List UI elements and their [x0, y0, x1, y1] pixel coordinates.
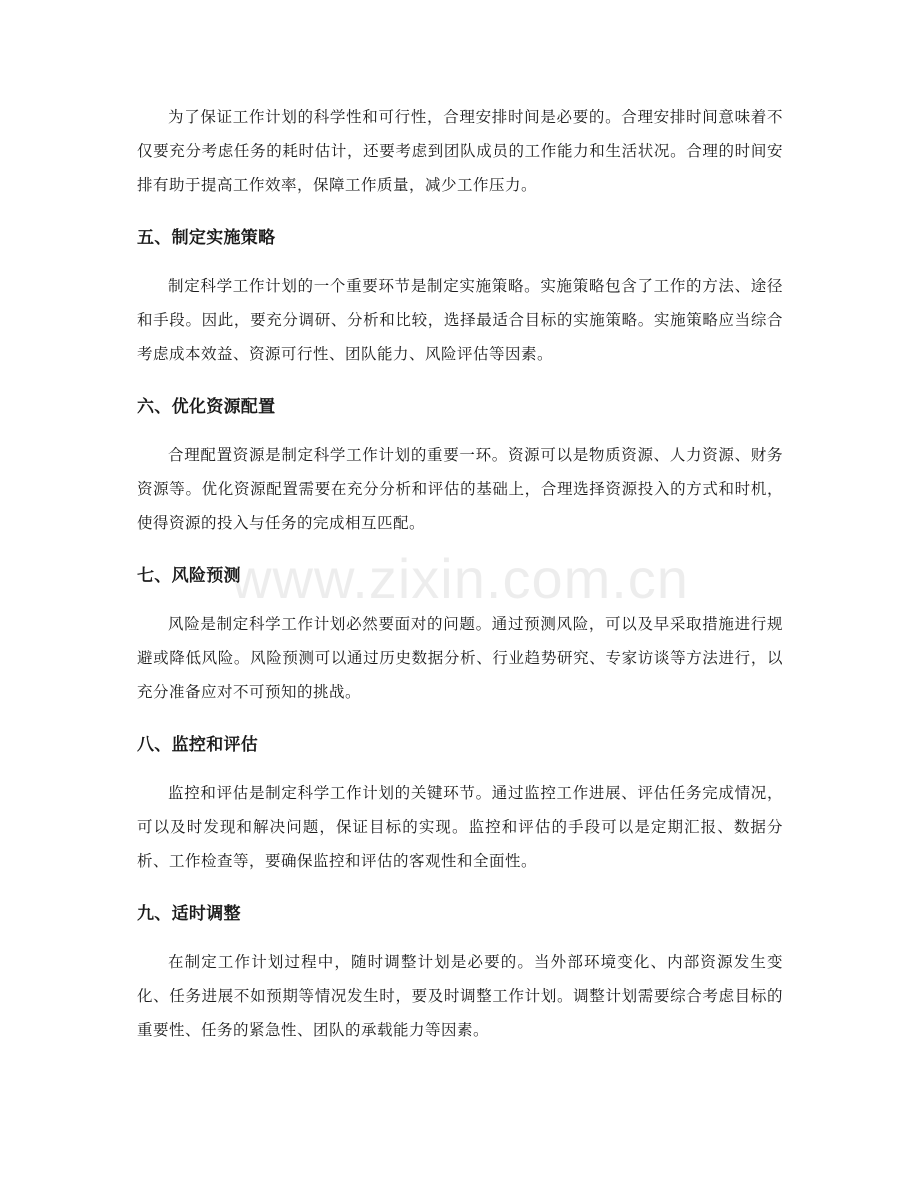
section-heading-5: 五、制定实施策略	[137, 228, 276, 248]
section-paragraph-8: 监控和评估是制定科学工作计划的关键环节。通过监控工作进展、评估任务完成情况，可以及时发现和解决问题，保证目标的实现。监控和评估的手段可以是定期汇报、数据分析、工作检查等，要确保监控和评估的客观性和全面性。	[137, 784, 783, 870]
section-paragraph-6: 合理配置资源是制定科学工作计划的重要一环。资源可以是物质资源、人力资源、财务资源等。优化资源配置需要在充分分析和评估的基础上，合理选择资源投入的方式和时机，使得资源的投入与任务的完成相互匹配。	[137, 446, 783, 532]
intro-paragraph: 为了保证工作计划的科学性和可行性，合理安排时间是必要的。合理安排时间意味着不仅要充分考虑任务的耗时估计，还要考虑到团队成员的工作能力和生活状况。合理的时间安排有助于提高工作效率，保障工作质量，减少工作压力。	[137, 108, 783, 194]
section-heading-6: 六、优化资源配置	[137, 397, 276, 417]
watermark: www.zixin.com.cn	[231, 547, 689, 610]
section-paragraph-5: 制定科学工作计划的一个重要环节是制定实施策略。实施策略包含了工作的方法、途径和手段。因此，要充分调研、分析和比较，选择最适合目标的实施策略。实施策略应当综合考虑成本效益、资源可行性、团队能力、风险评估等因素。	[137, 277, 783, 363]
section-heading-7: 七、风险预测	[137, 566, 241, 586]
section-heading-9: 九、适时调整	[137, 904, 241, 924]
section-paragraph-7: 风险是制定科学工作计划必然要面对的问题。通过预测风险，可以及早采取措施进行规避或降低风险。风险预测可以通过历史数据分析、行业趋势研究、专家访谈等方法进行，以充分准备应对不可预知的挑战。	[137, 615, 783, 701]
document-body	[137, 100, 783, 1047]
section-heading-8: 八、监控和评估	[137, 735, 259, 755]
section-paragraph-9: 在制定工作计划过程中，随时调整计划是必要的。当外部环境变化、内部资源发生变化、任务进展不如预期等情况发生时，要及时调整工作计划。调整计划需要综合考虑目标的重要性、任务的紧急性、团队的承载能力等因素。	[137, 953, 783, 1039]
